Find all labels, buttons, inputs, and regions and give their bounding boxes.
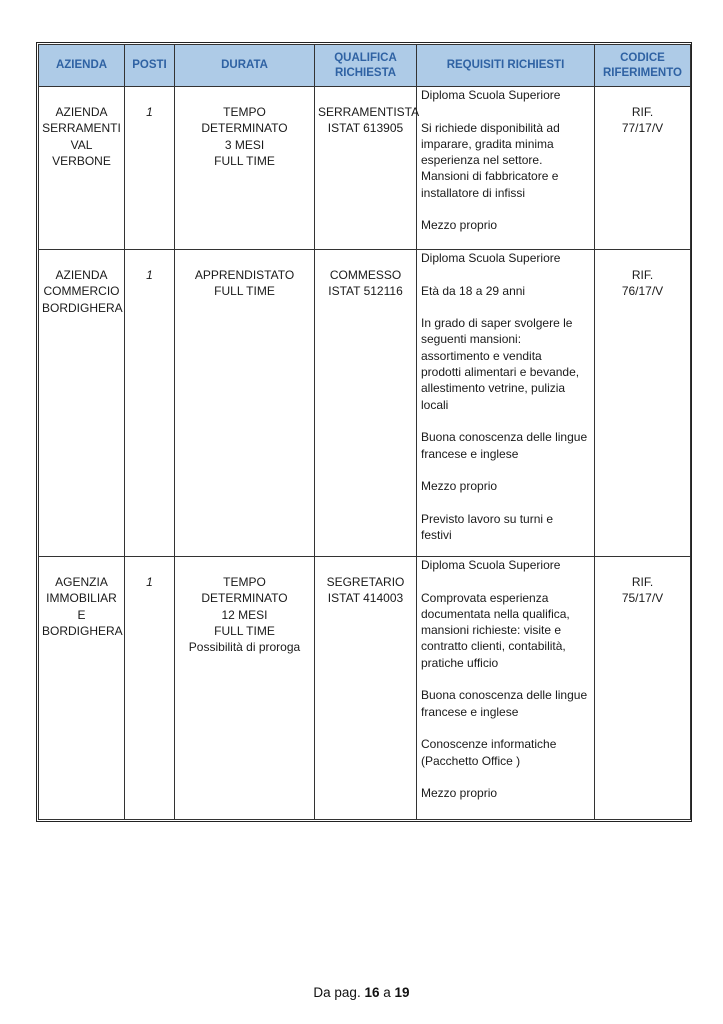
header-posti: POSTI bbox=[125, 45, 175, 87]
cell-durata-line: 12 MESI bbox=[221, 607, 268, 622]
cell-requisiti-line: Conoscenze informatiche bbox=[421, 737, 557, 752]
cell-azienda-line: E bbox=[77, 607, 86, 622]
cell-durata bbox=[175, 250, 315, 557]
cell-requisiti-line bbox=[421, 720, 591, 736]
cell-qualifica-line: ISTAT 414003 bbox=[327, 591, 404, 606]
table-row bbox=[39, 557, 691, 820]
table-row bbox=[39, 250, 691, 557]
cell-requisiti-line: festivi bbox=[421, 528, 452, 543]
header-azienda: AZIENDA bbox=[39, 45, 125, 87]
cell-posti bbox=[125, 87, 175, 250]
cell-requisiti-line: Buona conoscenza delle lingue bbox=[421, 688, 588, 703]
cell-azienda bbox=[39, 87, 125, 250]
cell-azienda-line: BORDIGHERA bbox=[42, 623, 123, 638]
cell-azienda-line: SERRAMENTI bbox=[42, 121, 121, 136]
footer-prefix: Da pag. bbox=[313, 985, 361, 1000]
cell-requisiti-line: francese e inglese bbox=[421, 704, 519, 719]
cell-qualifica bbox=[315, 557, 417, 820]
footer-page-to: 19 bbox=[394, 985, 410, 1000]
cell-azienda bbox=[39, 557, 125, 820]
cell-durata-line: TEMPO bbox=[223, 105, 266, 119]
cell-azienda-line: VAL bbox=[70, 137, 93, 152]
header-qualifica: QUALIFICA RICHIESTA bbox=[315, 45, 417, 87]
cell-codice-line: RIF. bbox=[631, 105, 654, 119]
cell-requisiti-line: Buona conoscenza delle lingue bbox=[421, 430, 588, 445]
cell-requisiti bbox=[417, 87, 595, 250]
cell-durata-line: 3 MESI bbox=[224, 137, 265, 152]
cell-requisiti-line bbox=[421, 299, 591, 315]
cell-codice-line: 77/17/V bbox=[621, 121, 664, 136]
footer-middle: a bbox=[383, 985, 391, 1000]
cell-posti-value: 1 bbox=[146, 575, 153, 589]
cell-qualifica-line: SEGRETARIO bbox=[326, 575, 405, 589]
cell-requisiti-line: installatore di infissi bbox=[421, 185, 526, 200]
cell-posti-value: 1 bbox=[146, 268, 153, 282]
cell-requisiti-line bbox=[421, 671, 591, 687]
cell-azienda-line: AZIENDA bbox=[55, 268, 108, 282]
cell-qualifica-line: SERRAMENTISTA bbox=[318, 105, 420, 119]
cell-requisiti-line bbox=[421, 266, 591, 282]
cell-posti-value: 1 bbox=[146, 105, 153, 119]
cell-requisiti-line: imparare, gradita minima bbox=[421, 136, 554, 151]
cell-codice-line: RIF. bbox=[631, 268, 654, 282]
cell-codice bbox=[595, 557, 691, 820]
cell-requisiti-line bbox=[421, 413, 591, 429]
header-requisiti: REQUISITI RICHIESTI bbox=[417, 45, 595, 87]
cell-azienda bbox=[39, 250, 125, 557]
cell-requisiti bbox=[417, 557, 595, 820]
cell-qualifica-line: ISTAT 613905 bbox=[327, 121, 404, 136]
cell-requisiti bbox=[417, 250, 595, 557]
cell-requisiti-line bbox=[421, 494, 591, 510]
table-body bbox=[39, 87, 691, 820]
cell-requisiti-line: Previsto lavoro su turni e bbox=[421, 511, 554, 526]
cell-requisiti-line: Mezzo proprio bbox=[421, 786, 498, 801]
table-row bbox=[39, 87, 691, 250]
cell-requisiti-line: prodotti alimentari e bevande, bbox=[421, 365, 580, 380]
job-offers-table-frame bbox=[36, 42, 692, 822]
cell-azienda-line: AGENZIA bbox=[55, 575, 108, 589]
cell-codice bbox=[595, 87, 691, 250]
cell-azienda-line: IMMOBILIAR bbox=[46, 591, 117, 606]
cell-durata bbox=[175, 87, 315, 250]
cell-requisiti-line: esperienza nel settore. bbox=[421, 153, 543, 168]
cell-requisiti-line: mansioni richieste: visite e bbox=[421, 623, 562, 638]
cell-requisiti-line: Comprovata esperienza bbox=[421, 590, 549, 605]
cell-requisiti-line: Diploma Scuola Superiore bbox=[421, 88, 561, 102]
cell-qualifica-line: ISTAT 512116 bbox=[328, 284, 403, 299]
cell-qualifica bbox=[315, 87, 420, 250]
cell-requisiti-line bbox=[421, 462, 591, 478]
cell-codice bbox=[595, 250, 691, 557]
cell-requisiti-line: Diploma Scuola Superiore bbox=[421, 558, 561, 572]
page-footer bbox=[0, 985, 723, 1000]
cell-durata-line: FULL TIME bbox=[214, 153, 275, 168]
cell-azienda-line: AZIENDA bbox=[55, 105, 108, 119]
cell-requisiti-line: seguenti mansioni: bbox=[421, 332, 522, 347]
cell-requisiti-line bbox=[421, 573, 591, 589]
job-offers-table bbox=[38, 44, 691, 820]
cell-codice-line: RIF. bbox=[631, 575, 654, 589]
table-header-row bbox=[39, 45, 691, 87]
cell-durata-line: FULL TIME bbox=[214, 623, 275, 638]
cell-requisiti-line: Età da 18 a 29 anni bbox=[421, 283, 526, 298]
cell-requisiti-line: assortimento e vendita bbox=[421, 348, 542, 363]
cell-azienda-line: BORDIGHERA bbox=[42, 300, 123, 315]
cell-durata-line: FULL TIME bbox=[214, 284, 275, 299]
cell-requisiti-line: allestimento vetrine, pulizia bbox=[421, 381, 566, 396]
cell-durata-line: DETERMINATO bbox=[201, 591, 288, 606]
cell-durata-line: DETERMINATO bbox=[201, 121, 288, 136]
cell-requisiti-line: Mezzo proprio bbox=[421, 479, 498, 494]
cell-requisiti-line: In grado di saper svolgere le bbox=[421, 316, 573, 331]
cell-requisiti-line bbox=[421, 201, 591, 217]
footer-page-from: 16 bbox=[364, 985, 380, 1000]
cell-codice-line: 75/17/V bbox=[621, 591, 664, 606]
cell-requisiti-line bbox=[421, 769, 591, 785]
cell-durata-line: Possibilità di proroga bbox=[188, 640, 301, 655]
cell-qualifica-line: COMMESSO bbox=[329, 268, 402, 282]
cell-requisiti-line: Diploma Scuola Superiore bbox=[421, 251, 561, 265]
cell-azienda-line: VERBONE bbox=[52, 153, 111, 168]
cell-requisiti-line: contratto clienti, contabilità, bbox=[421, 639, 566, 654]
cell-qualifica bbox=[315, 250, 417, 557]
header-durata: DURATA bbox=[175, 45, 315, 87]
cell-durata-line: APPRENDISTATO bbox=[194, 268, 295, 282]
cell-azienda-line: COMMERCIO bbox=[43, 284, 120, 299]
cell-durata bbox=[175, 557, 315, 820]
cell-requisiti-line: francese e inglese bbox=[421, 446, 519, 461]
cell-requisiti-line: pratiche ufficio bbox=[421, 655, 499, 670]
cell-posti bbox=[125, 557, 175, 820]
header-codice: CODICE RIFERIMENTO bbox=[595, 45, 691, 87]
cell-requisiti-line bbox=[421, 103, 591, 119]
cell-requisiti-line: documentata nella qualifica, bbox=[421, 606, 570, 621]
cell-requisiti-line: Mezzo proprio bbox=[421, 218, 498, 233]
cell-requisiti-line: locali bbox=[421, 397, 449, 412]
cell-posti bbox=[125, 250, 175, 557]
cell-requisiti-line: Mansioni di fabbricatore e bbox=[421, 169, 559, 184]
cell-requisiti-line: (Pacchetto Office ) bbox=[421, 753, 521, 768]
cell-requisiti-line: Si richiede disponibilità ad bbox=[421, 120, 560, 135]
cell-durata-line: TEMPO bbox=[223, 575, 266, 589]
cell-codice-line: 76/17/V bbox=[621, 284, 664, 299]
